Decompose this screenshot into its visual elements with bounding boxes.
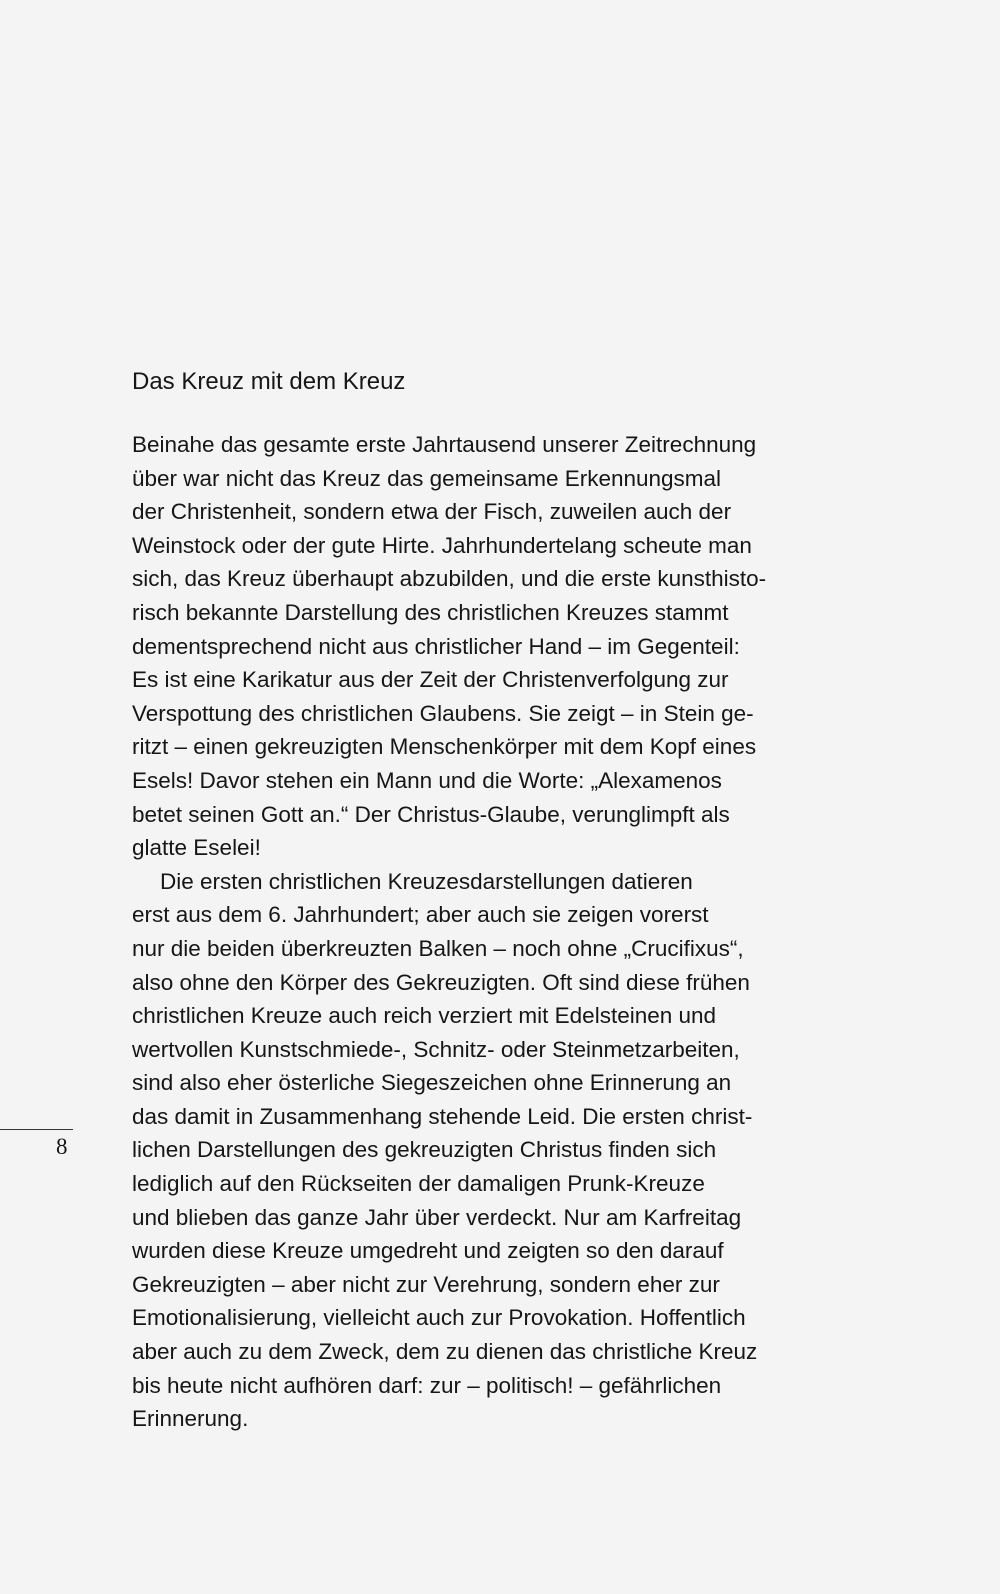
text-line: Emotionalisierung, vielleicht auch zur Provokation. Hoffentlich <box>132 1305 746 1331</box>
text-line: Gekreuzigten – aber nicht zur Verehrung, sondern eher zur <box>132 1271 720 1297</box>
text-line: aber auch zu dem Zweck, dem zu dienen das christliche Kreuz <box>132 1339 758 1365</box>
text-line: und blieben das ganze Jahr über verdeckt. Nur am Karfreitag <box>132 1204 742 1230</box>
body-text <box>132 428 892 1436</box>
text-line: Die ersten christlichen Kreuzesdarstellungen datieren <box>160 868 693 894</box>
text-line: der Christenheit, sondern etwa der Fisch, zuweilen auch der <box>132 499 732 525</box>
text-line: risch bekannte Darstellung des christlichen Kreuzes stammt <box>132 599 729 625</box>
text-line: nur die beiden überkreuzten Balken – noch ohne „Crucifixus“, <box>132 935 744 961</box>
text-line: erst aus dem 6. Jahrhundert; aber auch sie zeigen vorerst <box>132 902 709 928</box>
text-line: also ohne den Körper des Gekreuzigten. Oft sind diese frühen <box>132 969 750 995</box>
text-line: Weinstock oder der gute Hirte. Jahrhundertelang scheute man <box>132 532 752 558</box>
text-line: Beinahe das gesamte erste Jahrtausend unserer Zeitrechnung <box>132 432 757 457</box>
text-line: sind also eher österliche Siegeszeichen ohne Erinnerung an <box>132 1070 732 1096</box>
text-line: über war nicht das Kreuz das gemeinsame Erkennungsmal <box>132 465 722 491</box>
page-number-rule <box>0 1129 73 1130</box>
text-line: Erinnerung. <box>132 1406 249 1432</box>
chapter-title: Das Kreuz mit dem Kreuz <box>132 368 406 395</box>
text-line: Esels! Davor stehen ein Mann und die Worte: „Alexamenos <box>132 767 722 793</box>
text-line: christlichen Kreuze auch reich verziert mit Edelsteinen und <box>132 1003 717 1029</box>
text-line: dementsprechend nicht aus christlicher Hand – im Gegenteil: <box>132 633 740 659</box>
text-line: glatte Eselei! <box>132 835 261 861</box>
text-line: lichen Darstellungen des gekreuzigten Christus finden sich <box>132 1137 717 1163</box>
text-line: sich, das Kreuz überhaupt abzubilden, und die erste kunsthisto- <box>132 566 767 592</box>
text-line: Verspottung des christlichen Glaubens. Sie zeigt – in Stein ge- <box>132 700 754 726</box>
text-line: betet seinen Gott an.“ Der Christus-Glaube, verunglimpft als <box>132 801 730 827</box>
text-line: ritzt – einen gekreuzigten Menschenkörper mit dem Kopf eines <box>132 734 757 760</box>
text-line: Es ist eine Karikatur aus der Zeit der Christenverfolgung zur <box>132 667 729 693</box>
text-line: lediglich auf den Rückseiten der damaligen Prunk-Kreuze <box>132 1171 705 1197</box>
text-line: bis heute nicht aufhören darf: zur – politisch! – gefährlichen <box>132 1372 722 1398</box>
page-number: 8 <box>56 1134 68 1159</box>
text-line: das damit in Zusammenhang stehende Leid. Die ersten christ- <box>132 1103 753 1129</box>
text-line: wertvollen Kunstschmiede-, Schnitz- oder Steinmetzarbeiten, <box>132 1036 740 1062</box>
text-line: wurden diese Kreuze umgedreht und zeigten so den darauf <box>132 1238 724 1264</box>
